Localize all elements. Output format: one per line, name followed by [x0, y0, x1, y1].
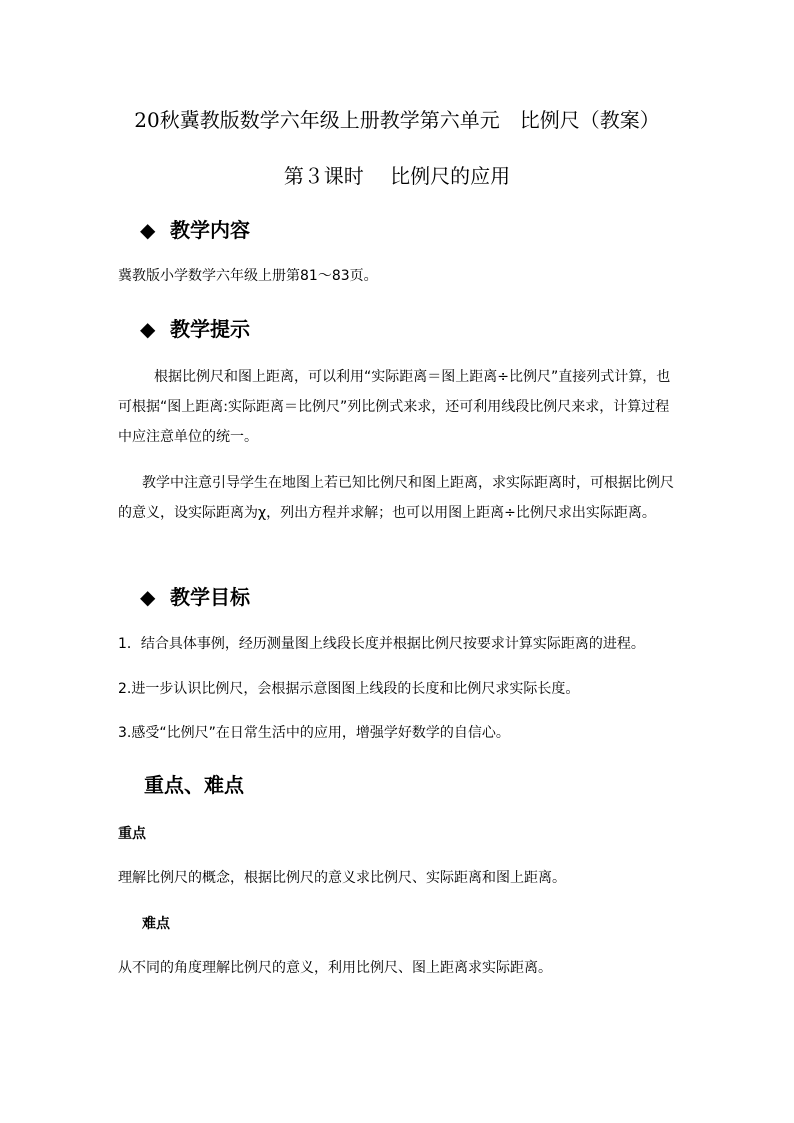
section-heading-goals	[140, 581, 250, 610]
diamond-bullet-icon: ◆	[140, 218, 156, 242]
lesson-subtitle: 第３课时 比例尺的应用	[283, 164, 511, 188]
content-text: 冀教版小学数学六年级上册第81～83页。	[118, 268, 378, 284]
section-heading-content	[140, 214, 250, 243]
difficult-point-label: 难点	[142, 916, 170, 932]
hint-paragraph-1: 根据比例尺和图上距离，可以利用“实际距离＝图上距离÷比例尺”直接列式计算，也可根据“图上距离:实际距离＝比例尺”列比例式来求，还可利用线段比例尺来求，计算过程中应注意单位的统一。	[118, 369, 671, 445]
section-heading-label: 教学内容	[170, 218, 250, 242]
hint-paragraph-2: 教学中注意引导学生在地图上若已知比例尺和图上距离，求实际距离时，可根据比例尺的意义，设实际距离为χ，列出方程并求解；也可以用图上距离÷比例尺求出实际距离。	[118, 475, 674, 521]
key-point-label: 重点	[118, 826, 146, 842]
section-heading-hints	[140, 313, 250, 342]
section-heading-label: 教学目标	[170, 585, 250, 609]
document-title: 20秋冀教版数学六年级上册教学第六单元 比例尺（教案）	[134, 108, 660, 132]
goal-item-2: 2.进一步认识比例尺，会根据示意图图上线段的长度和比例尺求实际长度。	[118, 681, 580, 697]
key-point-text: 理解比例尺的概念，根据比例尺的意义求比例尺、实际距离和图上距离。	[118, 870, 566, 886]
difficult-point-text: 从不同的角度理解比例尺的意义，利用比例尺、图上距离求实际距离。	[118, 960, 552, 976]
section-heading-key-points: 重点、难点	[144, 773, 244, 797]
section-heading-label: 教学提示	[170, 317, 250, 341]
diamond-bullet-icon: ◆	[140, 317, 156, 341]
goal-item-3: 3.感受“比例尺”在日常生活中的应用，增强学好数学的自信心。	[118, 725, 510, 741]
goal-item-1: 1．结合具体事例，经历测量图上线段长度并根据比例尺按要求计算实际距离的进程。	[118, 636, 645, 652]
diamond-bullet-icon: ◆	[140, 585, 156, 609]
